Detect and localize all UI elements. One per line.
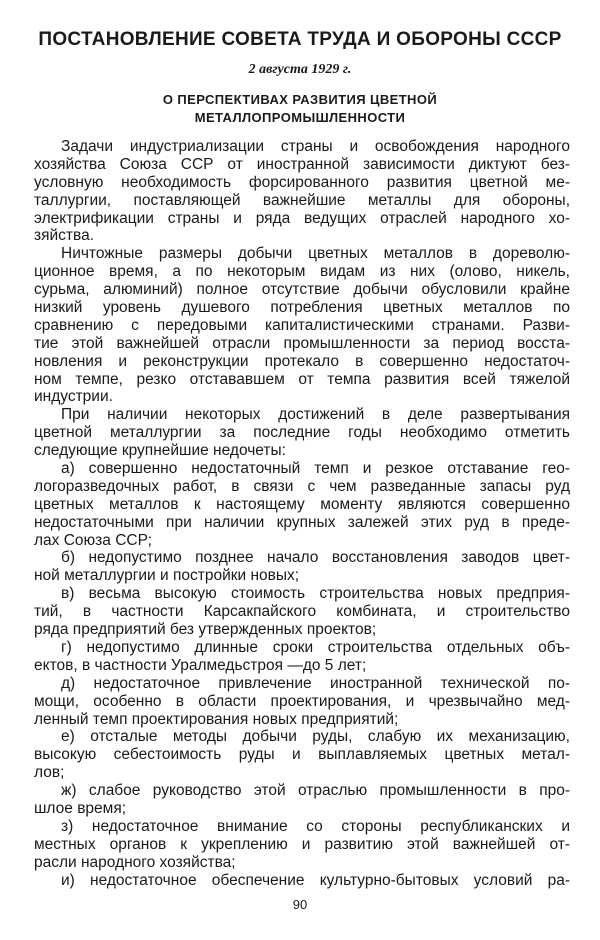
text-line: тий, в частности Карсакпайского комбината, и строительство bbox=[34, 603, 570, 621]
text-line: Ничтожные размеры добычи цветных металлов в дореволю- bbox=[61, 245, 570, 263]
text-line: расли народного хозяйства; bbox=[34, 853, 236, 871]
text-line: ектов, в частности Уралмедьстроя —до 5 лет; bbox=[34, 656, 367, 674]
text-line: шлое время; bbox=[34, 799, 127, 817]
text-line: местных органов к укреплению и развитию этой важнейшей от- bbox=[34, 835, 570, 853]
text-line: условную необходимость форсированного развития цветной ме- bbox=[34, 173, 570, 191]
text-line: тие этой важнейшей отрасли промышленности за период восста- bbox=[34, 334, 570, 352]
text-line: ной металлургии и постройки новых; bbox=[34, 567, 300, 585]
text-line: высокую себестоимость руды и выплавляемых цветных метал- bbox=[34, 746, 570, 764]
document-body bbox=[34, 138, 570, 889]
text-line: ж) слабое руководство этой отраслью промышленности в про- bbox=[61, 782, 570, 800]
text-line: зяйства. bbox=[34, 227, 94, 245]
text-line: ном темпе, резко отстававшем от темпа развития всей тяжелой bbox=[34, 370, 570, 388]
text-line: Задачи индустриализации страны и освобождения народного bbox=[61, 138, 570, 155]
text-line: низкий уровень душевого потребления цветных металлов по bbox=[34, 299, 570, 317]
text-line: новления и реконструкции протекало в совершенно недостаточ- bbox=[34, 352, 570, 370]
text-line: лах Союза ССР; bbox=[34, 531, 152, 549]
section-heading-line-2: МЕТАЛЛОПРОМЫШЛЕННОСТИ bbox=[194, 110, 406, 125]
text-line: в) весьма высокую стоимость строительства новых предприя- bbox=[61, 585, 570, 603]
document-title: ПОСТАНОВЛЕНИЕ СОВЕТА ТРУДА И ОБОРОНЫ СССР bbox=[38, 29, 562, 50]
text-line: цветной металлургии за последние годы необходимо отметить bbox=[34, 424, 570, 442]
text-line: электрификации страны и ряда ведущих отраслей народного хо- bbox=[34, 209, 570, 227]
text-line: логоразведочных работ, в связи с чем разведанные запасы руд bbox=[34, 477, 570, 495]
text-line: ленный темп проектирования новых предприятий; bbox=[34, 710, 399, 728]
text-line: индустрии. bbox=[34, 388, 113, 406]
text-line: д) недостаточное привлечение иностранной технической по- bbox=[61, 674, 570, 692]
text-line: хозяйства Союза ССР от иностранной зависимости диктуют без- bbox=[34, 155, 570, 173]
text-line: цветных металлов к настоящему моменту являются совершенно bbox=[34, 495, 570, 513]
page-number: 90 bbox=[292, 897, 308, 912]
text-line: сравнению с передовыми капиталистическими странами. Разви- bbox=[34, 316, 570, 334]
text-line: мощи, особенно в области проектирования, и чрезвычайно мед- bbox=[34, 692, 570, 710]
text-line: г) недопустимо длинные сроки строительства отдельных объ- bbox=[61, 638, 570, 656]
text-line: недостаточными при наличии крупных залежей этих руд в преде- bbox=[34, 513, 570, 531]
section-heading-line-1: О ПЕРСПЕКТИВАХ РАЗВИТИЯ ЦВЕТНОЙ bbox=[162, 92, 438, 107]
text-line: з) недостаточное внимание со стороны республиканских и bbox=[61, 817, 570, 835]
text-line: следующие крупнейшие недочеты: bbox=[34, 442, 286, 460]
text-line: лов; bbox=[34, 764, 65, 782]
text-line: При наличии некоторых достижений в деле развертывания bbox=[61, 406, 570, 424]
text-line: и) недостаточное обеспечение культурно-бытовых условий ра- bbox=[61, 871, 570, 889]
text-line: ряда предприятий без утвержденных проектов; bbox=[34, 621, 377, 639]
text-line: б) недопустимо позднее начало восстановления заводов цвет- bbox=[61, 549, 570, 567]
text-line: а) совершенно недостаточный темп и резкое отставание гео- bbox=[61, 460, 570, 478]
text-line: е) отсталые методы добычи руды, слабую их механизацию, bbox=[61, 728, 570, 746]
text-line: сурьма, алюминий) полное отсутствие добычи обусловили крайне bbox=[34, 281, 570, 299]
document-date: 2 августа 1929 г. bbox=[248, 62, 352, 77]
text-line: ционное время, а по некоторым видам из них (олово, никель, bbox=[34, 263, 570, 281]
text-line: таллургии, поставляющей важнейшие металлы для обороны, bbox=[34, 191, 570, 209]
